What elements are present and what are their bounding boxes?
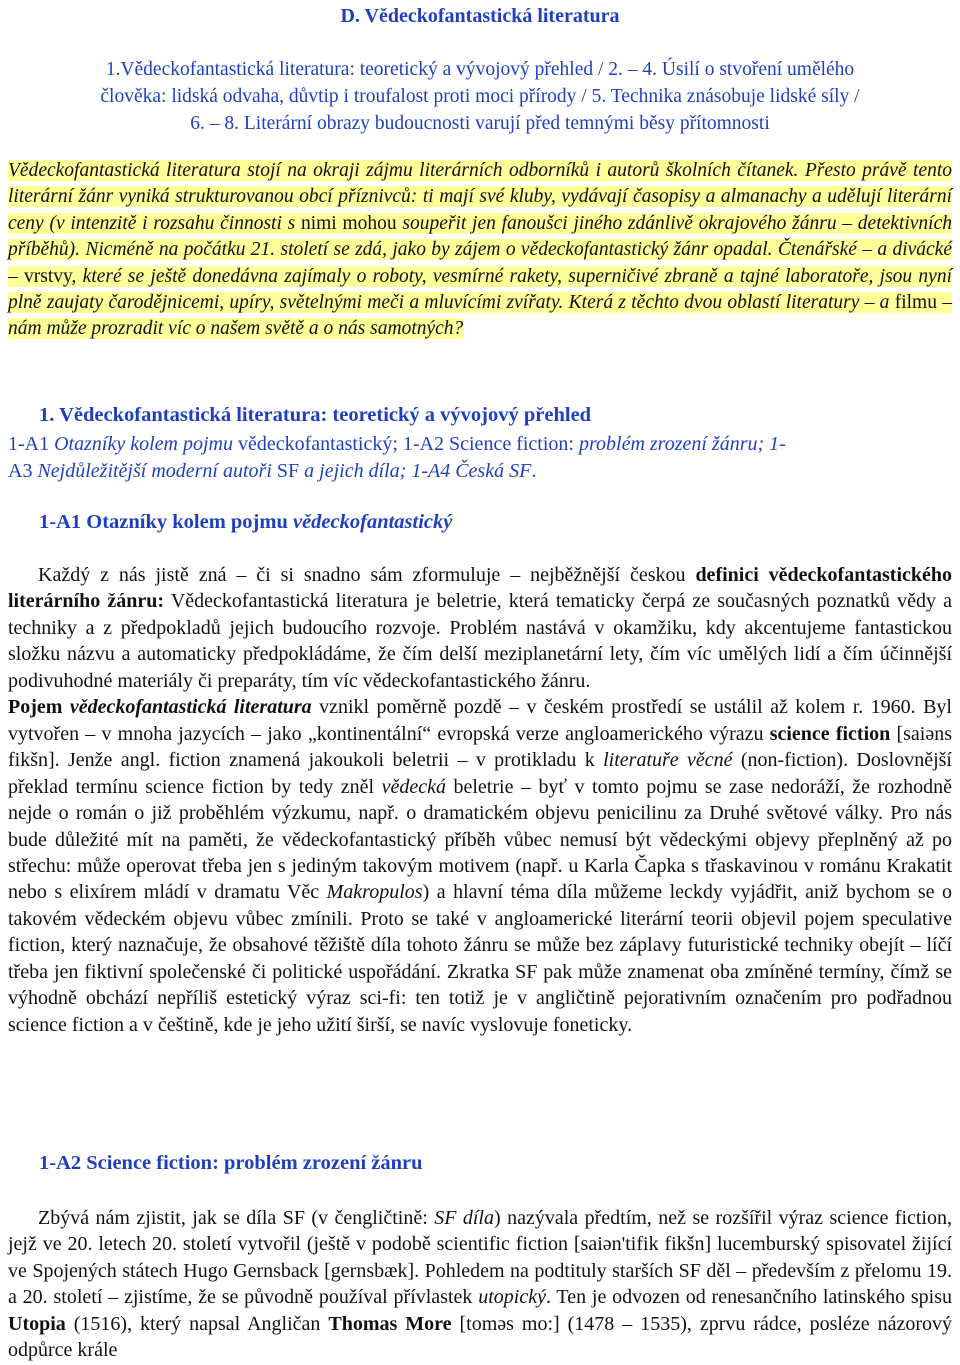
text-run: Makropulos: [326, 881, 423, 904]
intro-text-part: které se ještě donedávna zajímaly o roboty, vesmírné rakety, superničivé zbraně a tajné laboratoře, jsou nyní plně zaujaty čarodějnicemi, upíry, světelnými meči a mluvícími zvířaty. Která z těchto dvou oblastí literatury – a: [8, 265, 953, 314]
text-run: science fiction: [769, 722, 891, 745]
text-run: Zbývá nám zjistit, jak se díla SF (v čengličtině:: [38, 1207, 435, 1229]
section-heading: [39, 509, 452, 535]
body-paragraph: [8, 1205, 952, 1364]
section-heading-term: vědeckofantastický: [292, 511, 453, 533]
contents-part: A3: [8, 460, 38, 482]
intro-text: [8, 160, 952, 339]
text-run: ) nazývala předtím, než se rozšířil výraz science fiction, jejž ve 20. letech 20. století vytvořil (ještě v podobě scientific fiction [saiən'tifik fikšn] lucemburský spisovatel žijící ve Spojených státech Hugo Gernsback [gernsbæk]. Pohledem na podtituly starších SF děl – především z přelomu 19. a 20. století – zjistíme, že se původně používal přívlastek: [8, 1207, 952, 1309]
document-title: D. Vědeckofantastická literatura: [340, 5, 620, 27]
text-run: vědecká: [381, 775, 446, 798]
text-run: vznikl poměrně pozdě – v českém prostředí se ustálil až kolem r. 1960. Byl vytvořen – v mnoha jazycích – jako „kontinentální“ evropská verze angloamerického výrazu: [8, 696, 952, 745]
intro-text-part: soupeřit jen fanoušci jiného zdánlivě okrajového žánru – detektivních příběhů). Nicméně na počátku 21. století se zdá, jako by zájem o vědeckofantastický žánr opadal. Čtenářské – a divácké –: [8, 212, 953, 287]
text-run: Vědeckofantastická literatura je beletrie, která tematicky čerpá ze současných poznatků vědy a techniky a z předpokladů jejich budoucího rozvoje. Problém nastává v okamžiku, kdy akcentujeme fantastickou složku názvu a automaticky předpokládáme, že čím delší meziplanetární lety, čím víc umělých lidí a čím účinnější podivuhodné materiály či preparáty, tím víc vědeckofantastického žánru.: [8, 590, 952, 692]
contents-part: problém zrození žánru; 1-: [578, 433, 786, 455]
text-run: utopický: [478, 1286, 546, 1309]
chapter-contents: [8, 431, 952, 485]
section-heading-text: 1-A1 Otazníky kolem pojmu: [39, 511, 293, 533]
contents-part: SF: [271, 460, 305, 482]
contents-part: Otazníky kolem pojmu: [54, 433, 233, 455]
text-run: SF díla: [434, 1207, 494, 1229]
text-run: Pojem: [8, 696, 70, 719]
text-run: Věc: [286, 881, 327, 904]
intro-text-part: nimi mohou: [300, 212, 397, 234]
intro-text-part: vrstvy,: [24, 265, 77, 287]
overview-line: 6. – 8. Literární obrazy budoucnosti varují před temnými běsy přítomnosti: [190, 113, 770, 134]
section-heading: 1-A2 Science fiction: problém zrození žánru: [39, 1152, 423, 1174]
text-run: Každý z nás jistě zná – či si snadno sám zformuluje – nejběžnější českou: [38, 564, 696, 586]
intro-text-part: filmu: [894, 292, 937, 314]
contents-part: a jejich díla; 1-A4: [304, 460, 451, 482]
intro-paragraph: [8, 158, 952, 343]
text-run: Utopia: [8, 1312, 66, 1335]
text-run: [saiəns fikšn]. Jenže angl. fiction znamená jakoukoli beletrii – v protikladu k: [8, 722, 953, 772]
text-run: literatuře věcné: [603, 749, 733, 772]
text-run: [toməs mo:] (1478 – 1535), zprvu rádce, posléze názorový odpůrce krále: [8, 1312, 952, 1362]
chapter-overview: [0, 56, 960, 137]
contents-part: 1-A1: [8, 433, 55, 455]
intro-text-part: Vědeckofantastická literatura stojí na okraji zájmu literárních odborníků i autorů školních čítanek. Přesto právě tento literární žánr vyniká strukturovanou obcí příznivců: ti mají své kluby, vydávají časopisy a almanachy a udělují literární ceny (v intenzitě i rozsahu činnosti s: [8, 160, 952, 234]
text-run: beletrie – byť v tomto pojmu se zase nedoráží, že rozhodně nejde o román o již proběhlém výzkumu, např. o dramatickém objevu penicilinu za Druhé světové války. Pro nás bude důležité mít na paměti, že vědeckofantastický příběh vůbec nemusí být vědeckými objevy přeplněný až po střechu: může operovat třeba jen s jediným takovým motivem (např. u Karla Čapka s třaskavinou v románu Krakatit nebo s elixírem mládí v dramatu: [8, 775, 952, 904]
contents-part: Nejdůležitější moderní autoři: [37, 460, 272, 482]
overview-line: člověka: lidská odvaha, důvtip i troufalost proti moci přírody / 5. Technika znásobuje lidské síly /: [100, 86, 860, 107]
text-run: (non-fiction). Doslovnější překlad termínu science fiction by tedy zněl: [8, 749, 952, 798]
contents-part: .: [531, 460, 537, 482]
body-paragraph: [8, 562, 952, 1038]
text-run: vědeckofantastická literatura: [69, 696, 312, 719]
text-run: ) a hlavní téma díla můžeme leckdy vyjádřit, aniž bychom se o takovém vědeckém objevu vůbec zmínili. Proto se také v angloamerické literární teorii objevil pojem speculative fiction, který naznačuje, že obsahové těžiště díla tohoto žánru se může bez záplavy futuristické techniky obejít – líčí třeba jen fiktivní společenské či politické uspořádání. Zkratka SF pak může znamenat oba zmíněné termíny, čímž se výhodně obchází nepříliš estetický výraz sci-fi: ten totiž je v angličtině pejorativním označením pro podřadnou science fiction a v češtině, kde je jeho užití širší, se navíc vyslovuje foneticky.: [8, 881, 952, 1036]
contents-part: vědeckofantastický; 1-A2 Science fiction:: [232, 433, 579, 455]
text-run: . Ten je odvozen od renesančního latinského spisu: [545, 1286, 952, 1309]
text-run: Thomas More: [328, 1312, 452, 1335]
chapter-heading: 1. Vědeckofantastická literatura: teoretický a vývojový přehled: [39, 404, 592, 426]
intro-text-part: – nám může prozradit víc o našem světě a o nás samotných?: [8, 292, 952, 340]
contents-part: Česká SF: [450, 460, 532, 482]
text-run: definici vědeckofantastického literárního žánru:: [8, 564, 952, 613]
text-run: (1516), který napsal Angličan: [65, 1312, 329, 1335]
overview-line: 1.Vědeckofantastická literatura: teoretický a vývojový přehled / 2. – 4. Úsilí o stvoření umělého: [105, 59, 855, 80]
